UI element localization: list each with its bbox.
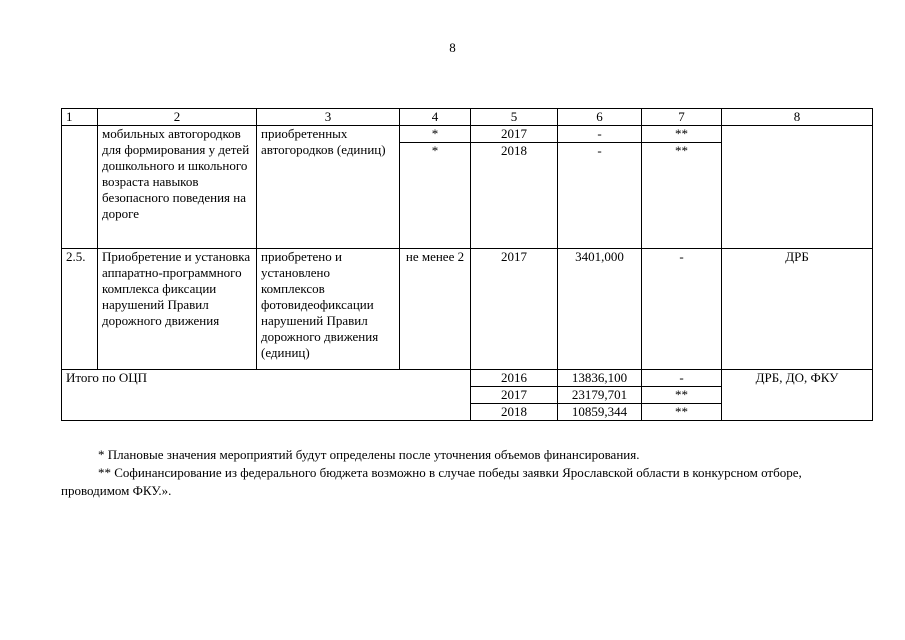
year-cell: 2017	[471, 249, 558, 370]
indicator-value: *	[400, 143, 471, 249]
footnote-1: * Плановые значения мероприятий будут определены после уточнения объемов финансирования.	[98, 447, 640, 462]
measure-name: мобильных автогородков для формирования у детей дошкольного и школьного возраста навыков безопасного поведения на дороге	[98, 126, 257, 249]
table-row	[62, 249, 873, 370]
executor-cell: ДРБ, ДО, ФКУ	[722, 370, 873, 421]
federal-cell: -	[642, 249, 722, 370]
amount-cell: 3401,000	[558, 249, 642, 370]
page-number: 8	[449, 40, 456, 55]
header-cell: 3	[257, 109, 400, 126]
program-table	[61, 108, 873, 421]
year-cell: 2017	[471, 126, 558, 143]
footnotes	[61, 446, 873, 500]
total-row	[62, 370, 873, 387]
amount-cell: 13836,100	[558, 370, 642, 387]
total-label: Итого по ОЦП	[62, 370, 471, 421]
federal-cell: **	[642, 143, 722, 249]
indicator-value: не менее 2	[400, 249, 471, 370]
amount-cell: 10859,344	[558, 404, 642, 421]
header-cell: 4	[400, 109, 471, 126]
header-cell: 1	[62, 109, 98, 126]
federal-cell: **	[642, 387, 722, 404]
executor-cell	[722, 126, 873, 249]
year-cell: 2018	[471, 404, 558, 421]
row-number: 2.5.	[62, 249, 98, 370]
amount-cell: -	[558, 126, 642, 143]
header-cell: 2	[98, 109, 257, 126]
year-cell: 2017	[471, 387, 558, 404]
year-cell: 2018	[471, 143, 558, 249]
amount-cell: 23179,701	[558, 387, 642, 404]
executor-cell: ДРБ	[722, 249, 873, 370]
indicator-name: приобретено и установлено комплексов фотовидеофиксации нарушений Правил дорожного движения (единиц)	[257, 249, 400, 370]
table-row	[62, 126, 873, 143]
header-cell: 6	[558, 109, 642, 126]
measure-name: Приобретение и установка аппаратно-программного комплекса фиксации нарушений Правил дорожного движения	[98, 249, 257, 370]
indicator-name: приобретенных автогородков (единиц)	[257, 126, 400, 249]
footnote-2: ** Софинансирование из федерального бюджета возможно в случае победы заявки Ярославской области в конкурсном отборе, проводимом ФКУ.».	[61, 465, 802, 498]
header-row	[62, 109, 873, 126]
indicator-value: *	[400, 126, 471, 143]
federal-cell: -	[642, 370, 722, 387]
federal-cell: **	[642, 126, 722, 143]
header-cell: 8	[722, 109, 873, 126]
header-cell: 5	[471, 109, 558, 126]
year-cell: 2016	[471, 370, 558, 387]
header-cell: 7	[642, 109, 722, 126]
row-number	[62, 126, 98, 249]
amount-cell: -	[558, 143, 642, 249]
federal-cell: **	[642, 404, 722, 421]
